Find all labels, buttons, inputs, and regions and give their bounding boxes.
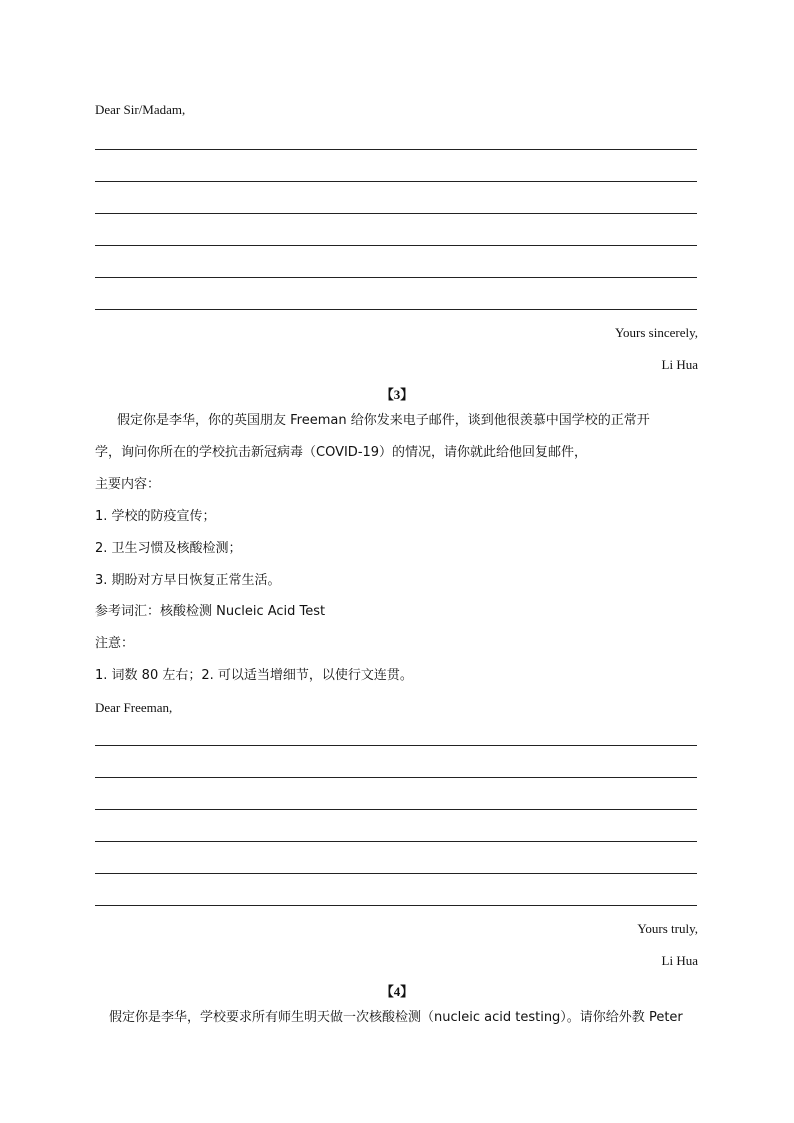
task-4-paragraph-line-1: 假定你是李华，学校要求所有师生明天做一次核酸检测（nucleic acid testing）。请你给外教 Peter (109, 1010, 683, 1025)
task-3-paragraph-line-1: 假定你是李华，你的英国朋友 Freeman 给你发来电子邮件，谈到他很羡慕中国学校的正常开 (117, 413, 650, 428)
closing-1: Yours sincerely, (614, 325, 698, 340)
content-item-2: 2. 卫生习惯及核酸检测； (95, 541, 242, 556)
writing-line (95, 809, 697, 810)
closing-2: Yours truly, (637, 921, 698, 936)
writing-line (95, 181, 697, 182)
salutation-1: Dear Sir/Madam, (95, 102, 186, 117)
notes-label: 注意： (95, 636, 135, 651)
task-3-heading: 【3】 (380, 387, 414, 402)
task-3-paragraph-line-2: 学，询问你所在的学校抗击新冠病毒（COVID-19）的情况，请你就此给他回复邮件， (95, 445, 588, 460)
writing-line (95, 905, 697, 906)
writing-line (95, 841, 697, 842)
signature-2: Li Hua (661, 953, 698, 968)
task-4-heading: 【4】 (380, 984, 414, 999)
writing-line (95, 213, 697, 214)
writing-line (95, 245, 697, 246)
content-item-3: 3. 期盼对方早日恢复正常生活。 (95, 573, 281, 588)
writing-line (95, 309, 697, 310)
reference-vocabulary: 参考词汇：核酸检测 Nucleic Acid Test (95, 604, 326, 619)
writing-line (95, 745, 697, 746)
writing-line (95, 149, 697, 150)
notes-text: 1. 词数 80 左右；2. 可以适当增细节，以使行文连贯。 (95, 668, 413, 683)
writing-line (95, 277, 697, 278)
signature-1: Li Hua (661, 357, 698, 372)
content-item-1: 1. 学校的防疫宣传； (95, 509, 216, 524)
writing-line (95, 777, 697, 778)
main-content-label: 主要内容： (95, 477, 161, 492)
writing-line (95, 873, 697, 874)
salutation-2: Dear Freeman, (95, 700, 173, 715)
